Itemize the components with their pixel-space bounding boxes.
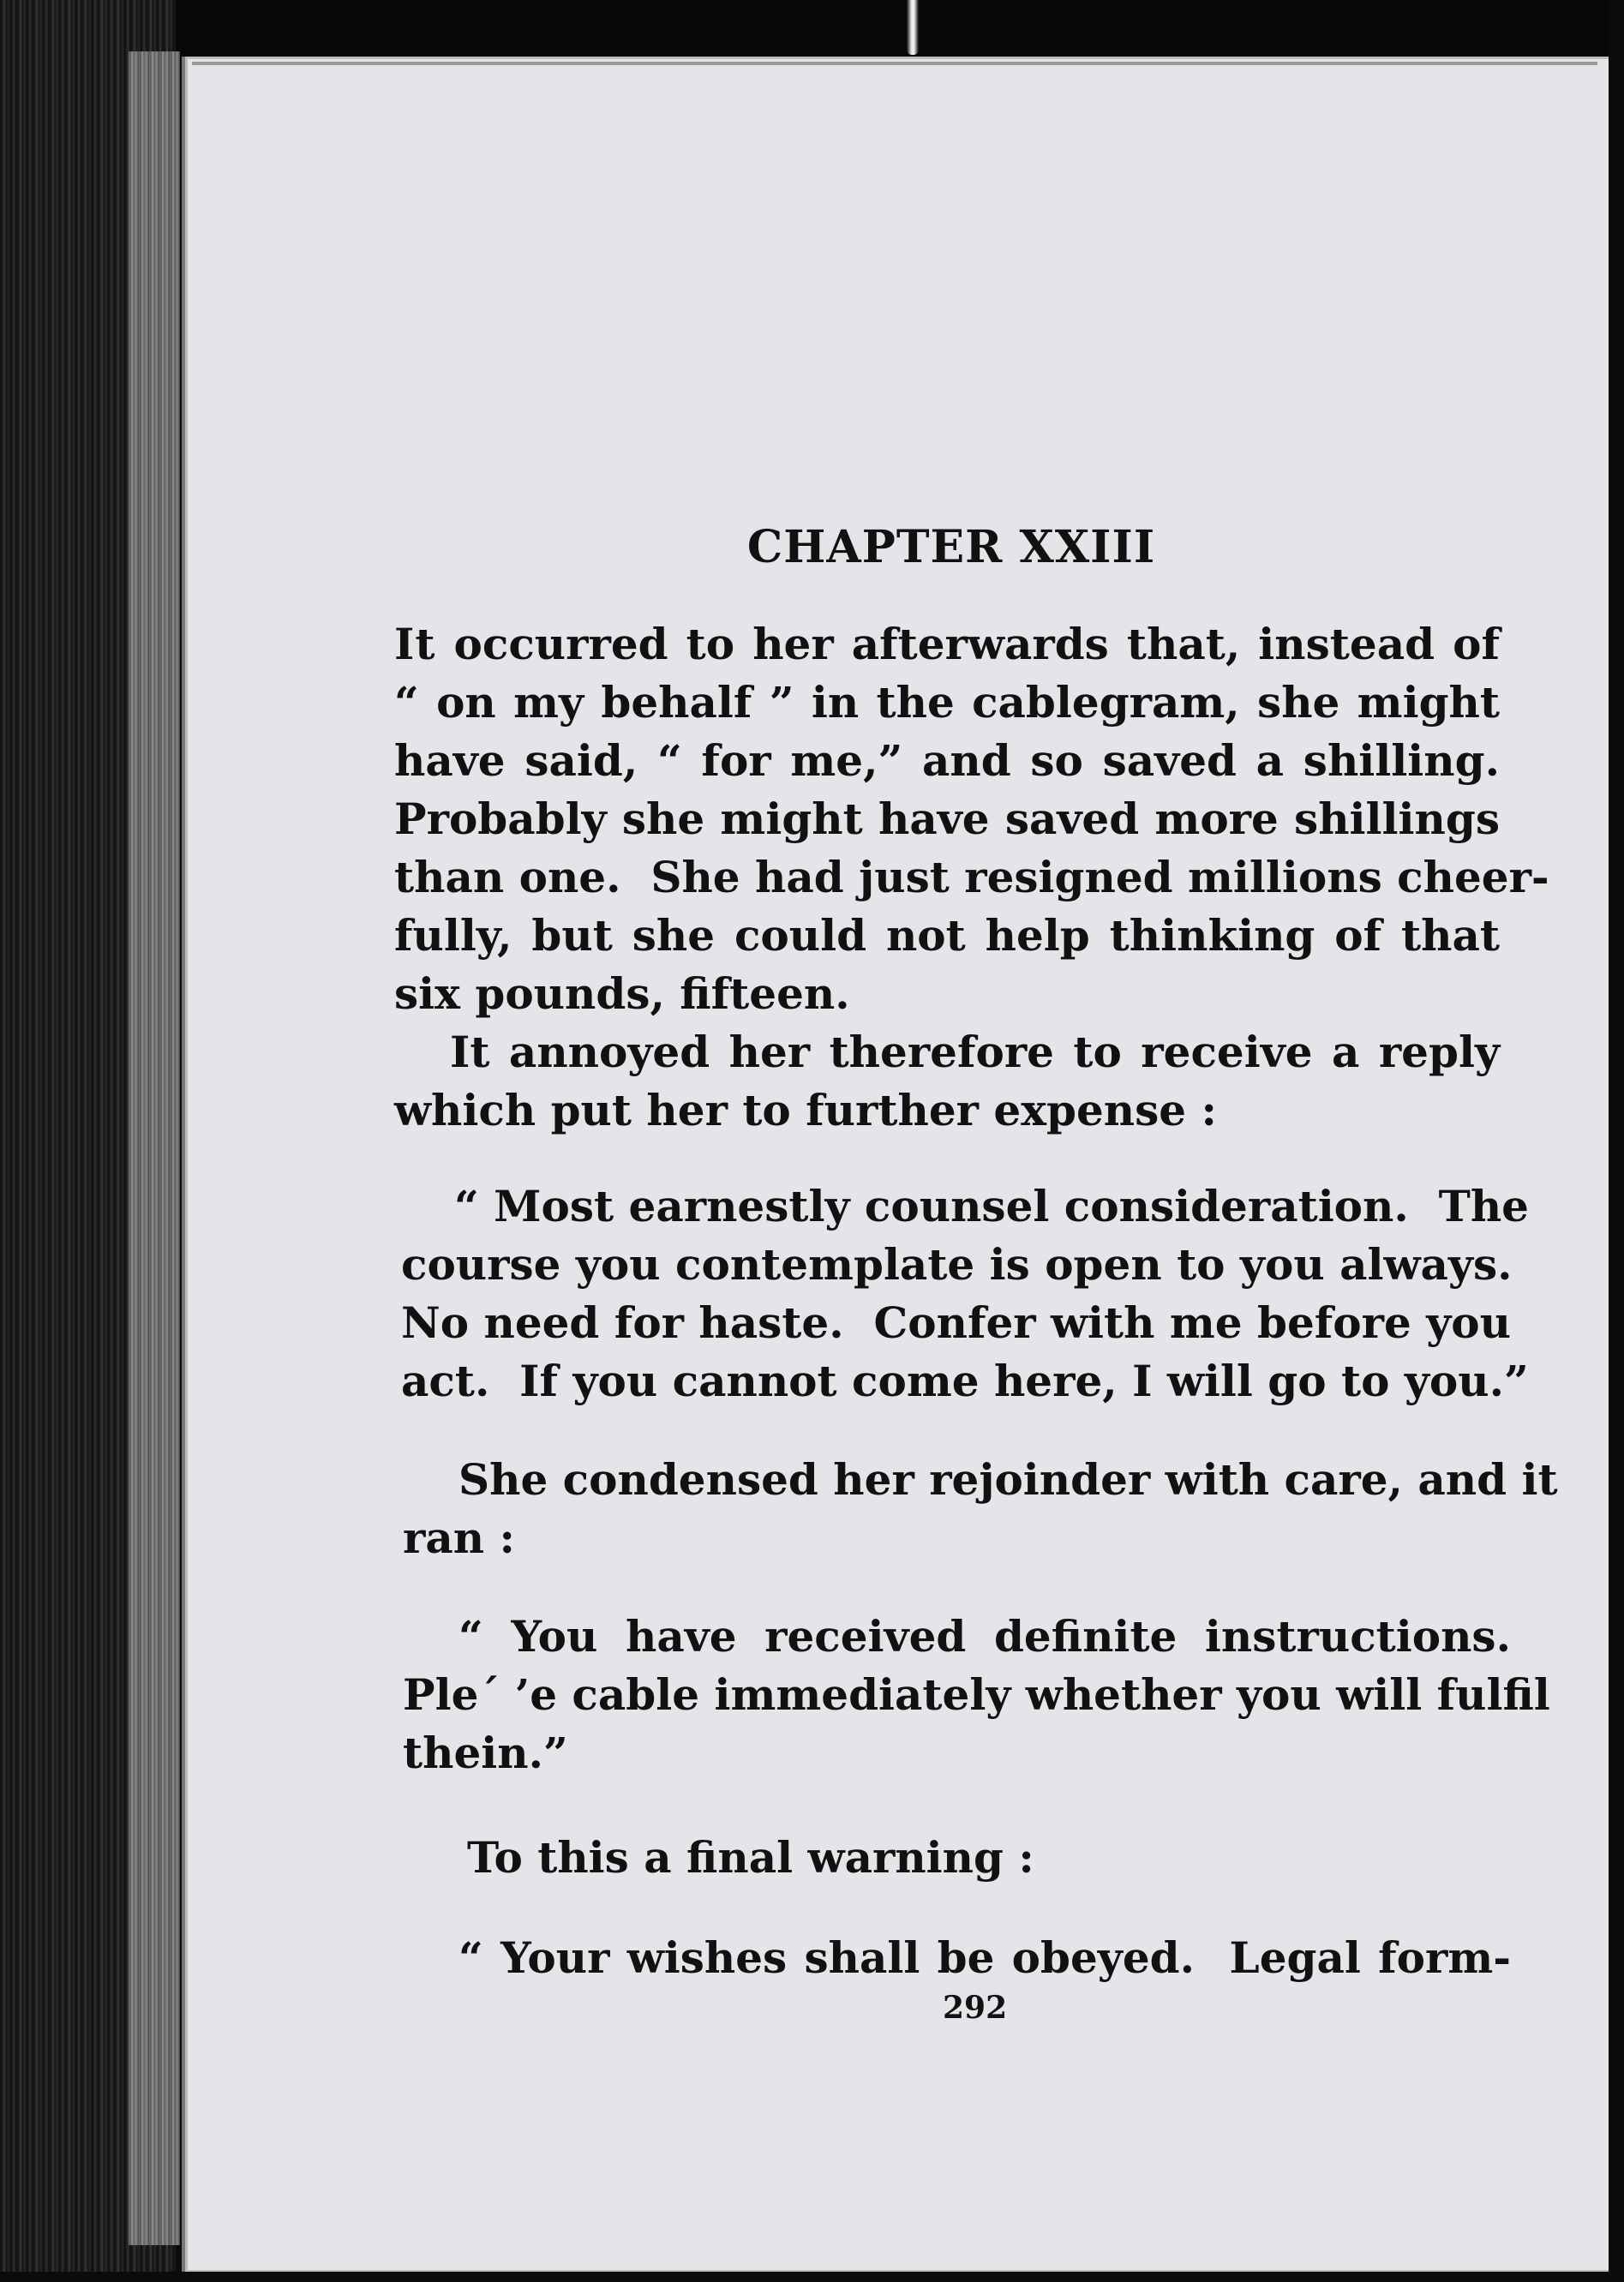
text-line: To this a final warning : xyxy=(467,1832,1034,1883)
text-line: fully, but she could not help thinking of that xyxy=(394,910,1500,961)
chapter-heading: CHAPTER XXIII xyxy=(746,521,1156,573)
text-line: “ on my behalf ” in the cablegram, she might xyxy=(394,677,1500,728)
page-top-rule xyxy=(192,62,1597,65)
quote-line: thein.” xyxy=(403,1728,568,1778)
quote-line: act. If you cannot come here, I will go to you.” xyxy=(401,1356,1529,1406)
text-line-rest: occurred to her afterwards that, instead of xyxy=(435,619,1500,669)
text-line: ran : xyxy=(403,1512,515,1563)
text-line: have said, “ for me,” and so saved a shilling. xyxy=(394,735,1500,786)
quote-line: “ You have received definite instructions. xyxy=(458,1611,1511,1662)
page-number: 292 xyxy=(943,1990,1008,2026)
text-line: Probably she might have saved more shillings xyxy=(394,794,1500,844)
text-line: six pounds, fifteen. xyxy=(394,968,850,1019)
text-line: She condensed her rejoinder with care, and it xyxy=(458,1454,1558,1505)
quote-line: Ple´ ’e cable immediately whether you will fulfil xyxy=(403,1669,1550,1720)
page-tab-mark xyxy=(907,0,919,55)
scan-top-border xyxy=(0,0,1624,62)
quote-line: “ Your wishes shall be obeyed. Legal form- xyxy=(458,1932,1511,1983)
scan-bottom-border xyxy=(0,2272,1624,2282)
quote-line: course you contemplate is open to you always. xyxy=(401,1239,1513,1290)
text-line xyxy=(394,619,1500,670)
text-line: which put her to further expense : xyxy=(394,1085,1217,1135)
quote-line: No need for haste. Confer with me before you xyxy=(401,1297,1511,1348)
book-spine-edge xyxy=(0,0,176,2282)
small-caps-opening: It xyxy=(394,619,436,669)
quote-line: “ Most earnestly counsel consideration. The xyxy=(454,1181,1529,1231)
scan-right-border xyxy=(1609,0,1624,2282)
text-line: than one. She had just resigned millions cheer- xyxy=(394,852,1549,902)
text-line: It annoyed her therefore to receive a reply xyxy=(450,1027,1500,1077)
